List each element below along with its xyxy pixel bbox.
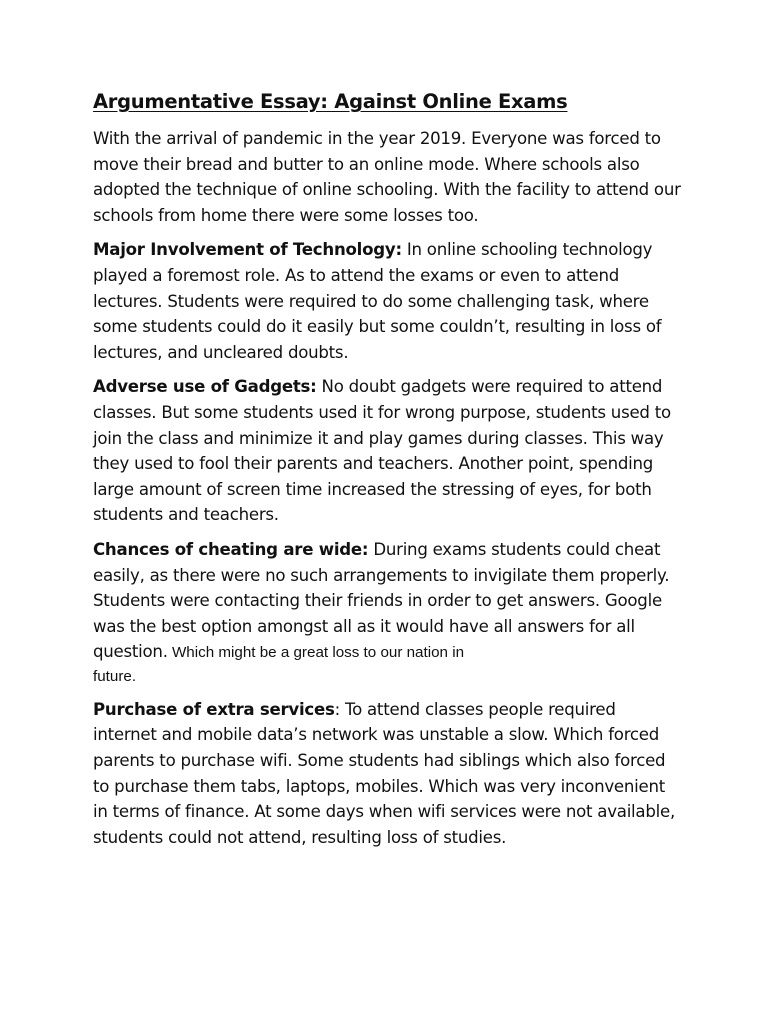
section-small-text: Which might be a great loss to our nation in: [167, 644, 465, 662]
section-cheating: [93, 537, 683, 688]
section-services: [93, 697, 683, 851]
section-heading: Purchase of extra services: [93, 699, 335, 719]
section-technology: [93, 237, 683, 365]
document-page: [93, 88, 683, 859]
section-body: No doubt gadgets were required to attend classes. But some students used it for wrong purpose, students used to join the class and minimize it and play games during classes. This way they used to fool their parents and teachers. Another point, spending large amount of screen time increased the stressing of eyes, for both students and teachers.: [93, 377, 671, 525]
essay-title: Argumentative Essay: Against Online Exams: [93, 90, 568, 113]
section-body: : To attend classes people required internet and mobile data’s network was unstable a slow. Which forced parents to purchase wifi. Some students had siblings which also forced to purchase them tabs, laptops, mobiles. Which was very inconvenient in terms of finance. At some days when wifi services were not available, students could not attend, resulting loss of studies.: [93, 699, 675, 847]
section-body: In online schooling technology played a foremost role. As to attend the exams or even to attend lectures. Students were required to do some challenging task, where some students could do it easily but some couldn’t, resulting in loss of lectures, and uncleared doubts.: [93, 240, 662, 362]
section-heading: Adverse use of Gadgets:: [93, 377, 317, 397]
section-gadgets: [93, 374, 683, 528]
intro-paragraph: With the arrival of pandemic in the year 2019. Everyone was forced to move their bread and butter to an online mode. Where schools also adopted the technique of online schooling. With the facility to attend our schools from home there were some losses too.: [93, 129, 681, 225]
section-heading: Chances of cheating are wide:: [93, 539, 369, 559]
section-small-tail: future.: [93, 667, 137, 685]
section-body: During exams students could cheat easily, as there were no such arrangements to invigilate them properly. Students were contacting their friends in order to get answers. Google was the best option amongst all as it would have all answers for all question.: [93, 539, 670, 662]
section-heading: Major Involvement of Technology:: [93, 240, 402, 260]
